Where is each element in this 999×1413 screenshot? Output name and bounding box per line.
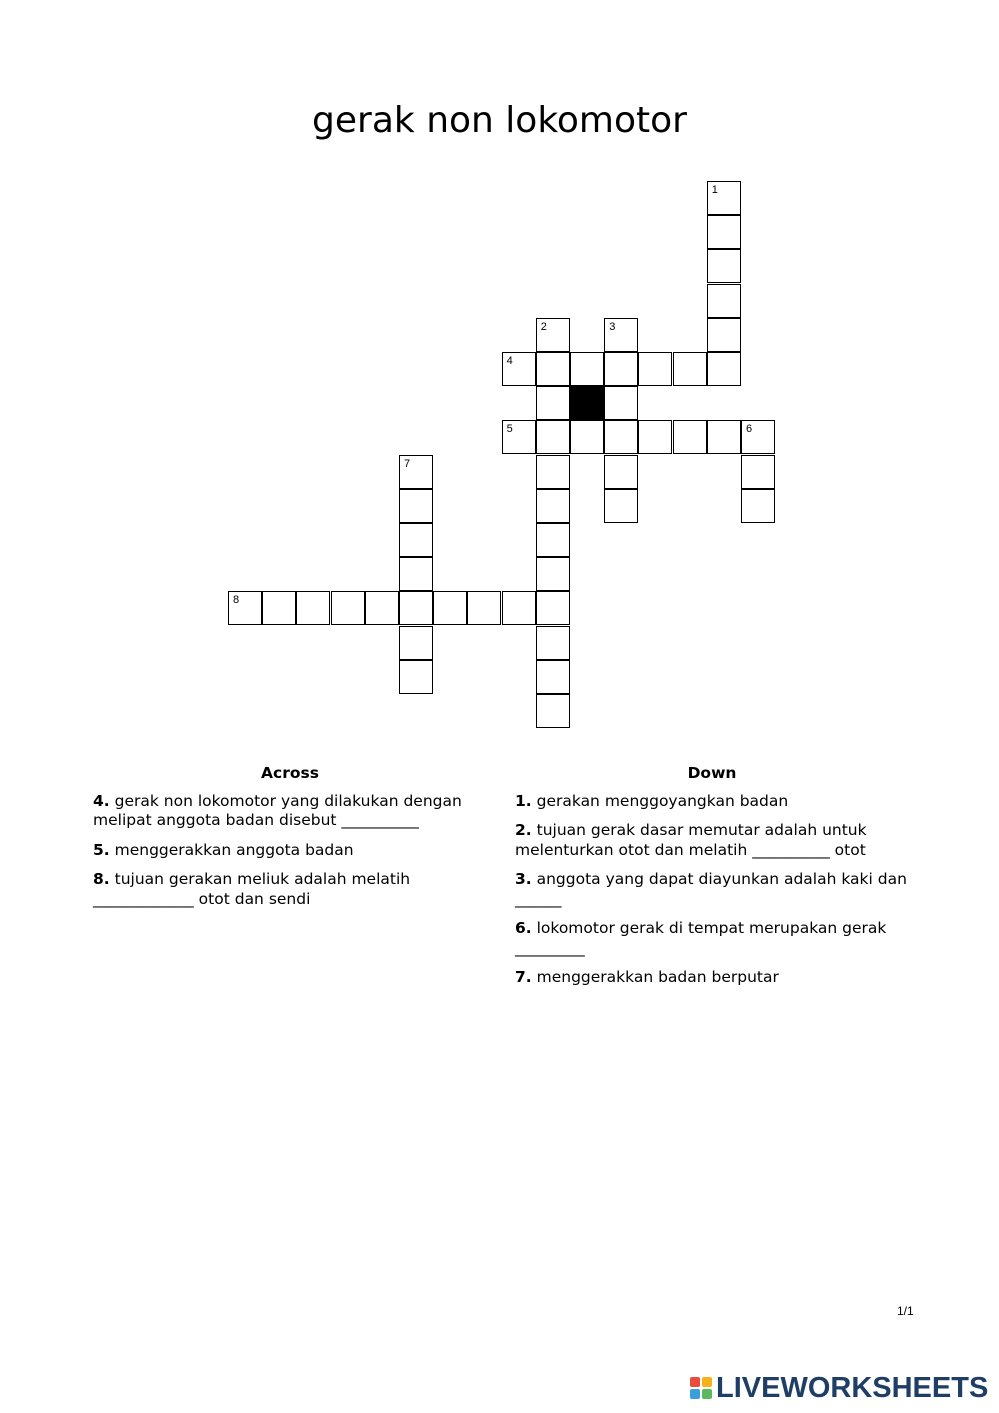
grid-cell[interactable] xyxy=(399,591,433,625)
grid-cell[interactable] xyxy=(741,489,775,523)
grid-cell[interactable] xyxy=(399,455,433,489)
grid-block xyxy=(570,386,604,420)
grid-cell[interactable] xyxy=(638,352,672,386)
grid-cell[interactable] xyxy=(399,660,433,694)
grid-cell[interactable] xyxy=(536,557,570,591)
grid-cell[interactable] xyxy=(536,386,570,420)
grid-cell[interactable] xyxy=(707,318,741,352)
down-clue-7: 7. menggerakkan badan berputar xyxy=(515,968,779,986)
grid-cell[interactable] xyxy=(604,455,638,489)
grid-cell[interactable] xyxy=(741,455,775,489)
down-clue-2: 2. tujuan gerak dasar memutar adalah untuk melenturkan otot dan melatih __________ otot xyxy=(515,821,867,859)
grid-clue-number: 6 xyxy=(746,423,753,436)
page-title: gerak non lokomotor xyxy=(312,100,687,141)
grid-cell[interactable] xyxy=(536,694,570,728)
grid-cell[interactable] xyxy=(502,591,536,625)
grid-cell[interactable] xyxy=(673,420,707,454)
logo-text: LIVEWORKSHEETS xyxy=(716,1371,989,1404)
grid-cell[interactable] xyxy=(399,626,433,660)
grid-cell[interactable] xyxy=(433,591,467,625)
grid-cell[interactable] xyxy=(707,284,741,318)
grid-clue-number: 8 xyxy=(233,594,240,607)
grid-cell[interactable] xyxy=(536,318,570,352)
grid-clue-number: 4 xyxy=(506,355,513,367)
down-heading: Down xyxy=(687,764,737,782)
grid-cell[interactable] xyxy=(399,557,433,591)
grid-cell[interactable] xyxy=(707,249,741,283)
grid-cell[interactable] xyxy=(399,489,433,523)
grid-cell[interactable] xyxy=(536,591,570,625)
down-clue-6: 6. lokomotor gerak di tempat merupakan gerak _________ xyxy=(515,919,887,957)
grid-cell[interactable] xyxy=(262,591,296,625)
grid-cell[interactable] xyxy=(570,420,604,454)
grid-cell[interactable] xyxy=(741,420,775,454)
across-heading: Across xyxy=(261,764,319,782)
grid-cell[interactable] xyxy=(707,420,741,454)
grid-cell[interactable] xyxy=(707,352,741,386)
grid-clue-number: 5 xyxy=(506,423,513,436)
grid-cell[interactable] xyxy=(536,489,570,523)
logo-icon xyxy=(690,1377,712,1399)
grid-cell[interactable] xyxy=(638,420,672,454)
grid-cell[interactable] xyxy=(296,591,330,625)
down-clue-3: 3. anggota yang dapat diayunkan adalah kaki dan ______ xyxy=(515,870,907,908)
grid-cell[interactable] xyxy=(331,591,365,625)
page-number: 1/1 xyxy=(897,1304,914,1318)
grid-cell[interactable] xyxy=(604,420,638,454)
grid-cell[interactable] xyxy=(570,352,604,386)
grid-cell[interactable] xyxy=(228,591,262,625)
grid-cell[interactable] xyxy=(536,626,570,660)
grid-cell[interactable] xyxy=(604,489,638,523)
grid-cell[interactable] xyxy=(399,523,433,557)
grid-clue-number: 2 xyxy=(540,320,547,333)
grid-cell[interactable] xyxy=(604,386,638,420)
grid-cell[interactable] xyxy=(707,215,741,249)
grid-cell[interactable] xyxy=(604,352,638,386)
grid-cell[interactable] xyxy=(467,591,501,625)
grid-cell[interactable] xyxy=(536,523,570,557)
grid-cell[interactable] xyxy=(604,318,638,352)
grid-clue-number: 3 xyxy=(609,320,616,333)
across-clues xyxy=(93,764,493,919)
grid-cell[interactable] xyxy=(536,352,570,386)
grid-cell[interactable] xyxy=(536,660,570,694)
grid-cell[interactable] xyxy=(673,352,707,386)
liveworksheets-logo xyxy=(690,1371,988,1405)
grid-cell[interactable] xyxy=(536,455,570,489)
grid-cell[interactable] xyxy=(707,181,741,215)
grid-cell[interactable] xyxy=(502,352,536,386)
grid-cell[interactable] xyxy=(502,420,536,454)
across-clue-5: 5. menggerakkan anggota badan xyxy=(93,840,354,859)
grid-clue-number: 7 xyxy=(404,457,411,470)
grid-clue-number: 1 xyxy=(711,184,718,196)
grid-cell[interactable] xyxy=(365,591,399,625)
grid-cell[interactable] xyxy=(536,420,570,454)
down-clues xyxy=(515,764,915,998)
down-clue-1: 1. gerakan menggoyangkan badan xyxy=(515,791,789,810)
across-clue-8: 8. tujuan gerakan meliuk adalah melatih _____________ otot dan sendi xyxy=(93,870,411,908)
across-clue-4: 4. gerak non lokomotor yang dilakukan dengan melipat anggota badan disebut __________ xyxy=(93,791,462,829)
